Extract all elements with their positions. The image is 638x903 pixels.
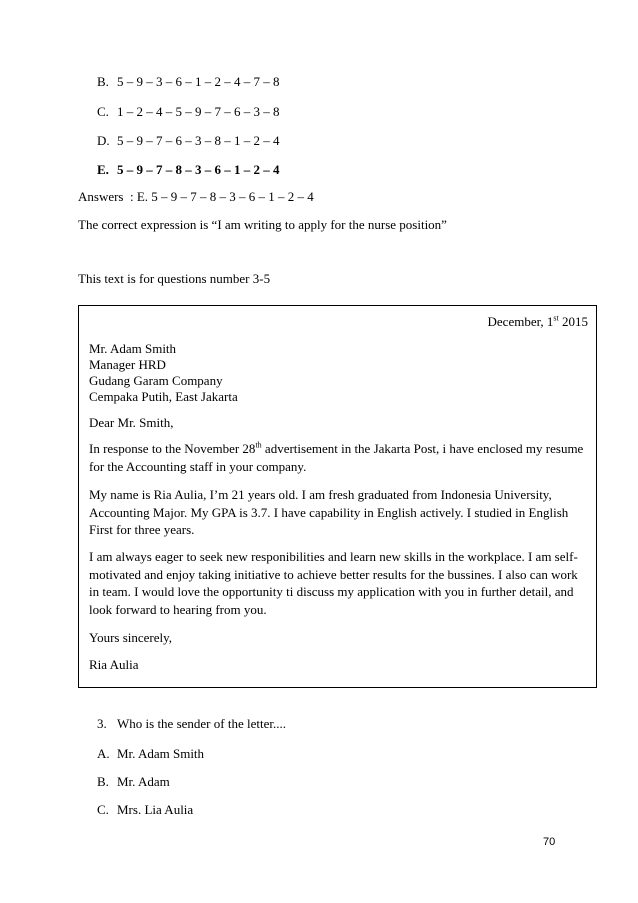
closing: Yours sincerely, <box>89 630 173 645</box>
date-prefix: December, 1 <box>487 314 554 329</box>
letter-paragraph-1 <box>89 440 589 475</box>
letter-paragraph-2: My name is Ria Aulia, I’m 21 years old. I am fresh graduated from Indonesia University, Accounting Major. My GPA is 3.7. I have capability in English actively. I studied in English First for three years. <box>89 487 569 537</box>
option-key: D. <box>97 133 110 148</box>
p1-after: advertisement in the Jakarta Post, i have enclosed my resume for the Accounting staff in your company. <box>89 441 584 474</box>
option-e-prev-correct <box>97 162 280 178</box>
letter-date <box>488 314 588 330</box>
date-sup: st <box>553 313 559 323</box>
section-intro: This text is for questions number 3-5 <box>78 271 271 286</box>
option-text: Mr. Adam <box>117 774 170 789</box>
option-text: Mrs. Lia Aulia <box>117 802 194 817</box>
page-number: 70 <box>543 836 556 848</box>
option-b-prev <box>97 74 280 90</box>
salutation: Dear Mr. Smith, <box>89 415 174 430</box>
question-3 <box>97 716 286 732</box>
option-key: B. <box>97 74 109 89</box>
recipient-name: Mr. Adam Smith <box>89 341 177 356</box>
letter-paragraph-3: I am always eager to seek new responibilities and learn new skills in the workplace. I am self-motivated and enjoy taking initiative to achieve better results for the bussines. I also can work in team. I would love the opportunity ti discuss my application with you in further detail, and look forward to hearing from you. <box>89 549 578 617</box>
option-key: A. <box>97 746 110 761</box>
correct-expression: The correct expression is “I am writing to apply for the nurse position” <box>78 217 447 232</box>
p1-sup: th <box>255 440 262 450</box>
p1-before: In response to the November 28 <box>89 441 256 456</box>
option-text: Mr. Adam Smith <box>117 746 205 761</box>
option-key: B. <box>97 774 109 789</box>
option-text: 5 – 9 – 3 – 6 – 1 – 2 – 4 – 7 – 8 <box>117 74 280 89</box>
question-text: Who is the sender of the letter.... <box>117 716 286 731</box>
answer-line: Answers : E. 5 – 9 – 7 – 8 – 3 – 6 – 1 – 2 – 4 <box>78 189 314 204</box>
recipient-company: Gudang Garam Company <box>89 373 223 388</box>
option-text: 5 – 9 – 7 – 8 – 3 – 6 – 1 – 2 – 4 <box>117 162 280 177</box>
recipient-block <box>89 341 589 405</box>
option-key: C. <box>97 104 109 119</box>
option-key: E. <box>97 162 109 177</box>
signature: Ria Aulia <box>89 657 139 672</box>
question-option-b <box>97 774 170 790</box>
letter-box <box>78 305 597 688</box>
question-number: 3. <box>97 716 107 731</box>
recipient-title: Manager HRD <box>89 357 166 372</box>
option-key: C. <box>97 802 109 817</box>
option-text: 1 – 2 – 4 – 5 – 9 – 7 – 6 – 3 – 8 <box>117 104 280 119</box>
option-text: 5 – 9 – 7 – 6 – 3 – 8 – 1 – 2 – 4 <box>117 133 280 148</box>
date-suffix: 2015 <box>558 314 588 329</box>
question-option-c <box>97 802 193 818</box>
option-d-prev <box>97 133 280 149</box>
recipient-address: Cempaka Putih, East Jakarta <box>89 389 238 404</box>
question-option-a <box>97 746 204 762</box>
option-c-prev <box>97 104 280 120</box>
